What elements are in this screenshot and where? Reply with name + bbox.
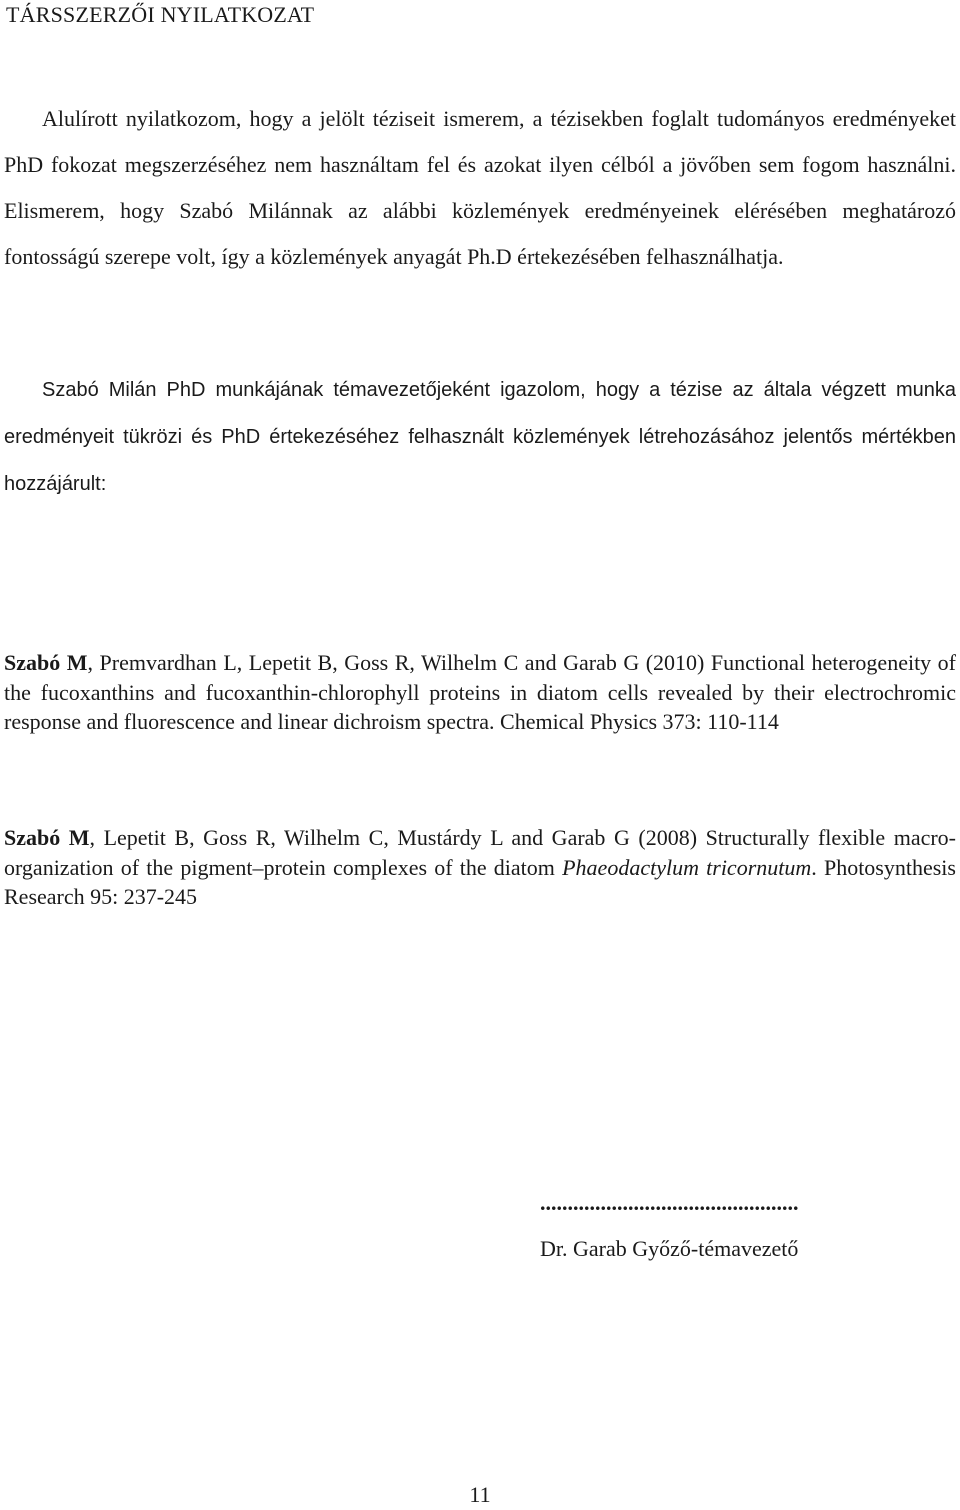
- page-title: TÁRSSZERZŐI NYILATKOZAT: [6, 2, 315, 27]
- publication-2-citation-end: . Photosynthesis Research 95: 237-245: [4, 854, 956, 909]
- signature-line: ...............................................: [540, 1190, 799, 1215]
- supervisor-paragraph: [4, 366, 956, 507]
- signatory-name: Dr. Garab Győző-témavezető: [540, 1236, 799, 1261]
- declaration-paragraph: Alulírott nyilatkozom, hogy a jelölt téziseit ismerem, a tézisekben foglalt tudományos eredményeket PhD fokozat megszerzéséhez nem használtam fel és azokat ilyen célból a jövőben sem fogom használni. Elismerem, hogy Szabó Milánnak az alábbi közlemények eredményeinek elérésében meghatározó fontosságú szerepe volt, így a közlemények anyagát Ph.D értekezésében felhasználhatja.: [4, 106, 956, 269]
- publication-2: [4, 823, 956, 912]
- supervisor-paragraph-text: Szabó Milán PhD munkájának témavezetőjeként igazolom, hogy a tézise az általa végzett munka eredményeit tükrözi és PhD értekezéséhez felhasznált közlemények létrehozásához jelentős mértékben hozzájárult:: [4, 379, 956, 495]
- publication-2-species: Phaeodactylum tricornutum: [562, 854, 812, 880]
- page-number: 11: [469, 1482, 491, 1507]
- publication-1-citation: , Premvardhan L, Lepetit B, Goss R, Wilhelm C and Garab G (2010) Functional heterogeneity of the fucoxanthins and fucoxanthin-chlorophyll proteins in diatom cells revealed by their electrochromic response and fluorescence and linear dichroism spectra. Chemical Physics 373: 110-114: [4, 650, 957, 734]
- publication-1: [4, 648, 956, 737]
- publication-2-citation-start: , Lepetit B, Goss R, Wilhelm C, Mustárdy L and Garab G (2008) Structurally flexible macro-organization of the pigment–protein complexes of the diatom: [4, 825, 957, 880]
- publication-2-first-author: Szabó M: [4, 825, 90, 850]
- publication-1-first-author: Szabó M: [4, 650, 88, 675]
